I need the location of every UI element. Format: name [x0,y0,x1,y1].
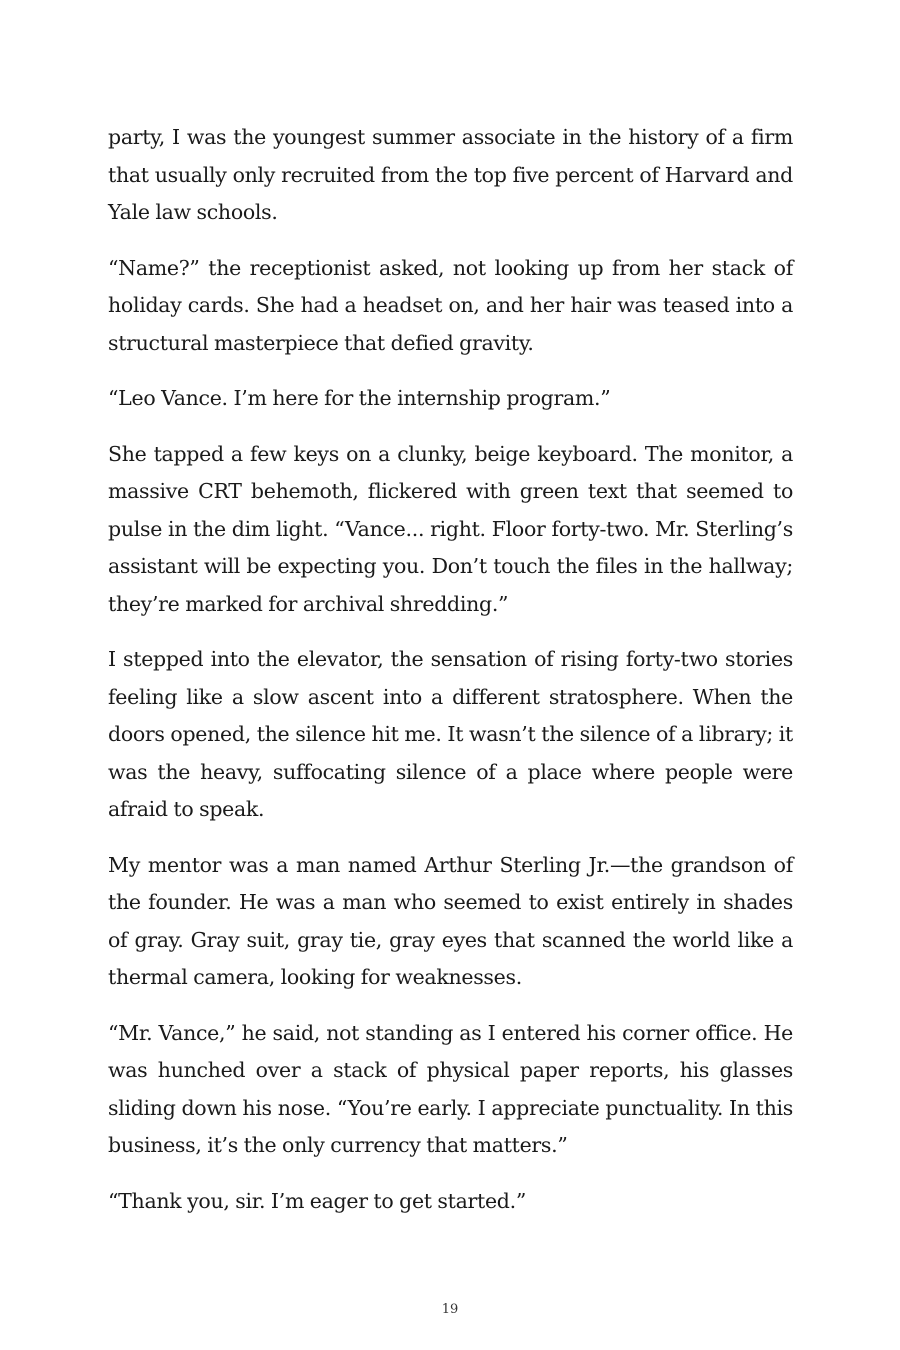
paragraph: “Thank you, sir. I’m eager to get started.” [108,1188,527,1213]
paragraph: party, I was the youngest summer associate in the history of a firm that usually only recruited from the top five percent of Harvard and Yale law schools. [108,125,793,224]
paragraph: She tapped a few keys on a clunky, beige keyboard. The monitor, a massive CRT behemoth, flickered with green text that seemed to pulse in the dim light. “Vance... right. Floor forty-two. Mr. Sterling’s assistant will be expecting you. Don’t touch the files in the hallway; they’re marked for archival shredding.” [108,441,793,616]
paragraph: “Name?” the receptionist asked, not looking up from her stack of holiday cards. She had a headset on, and her hair was teased into a structural masterpiece that defied gravity. [108,255,793,355]
paragraph: “Mr. Vance,” he said, not standing as I entered his corner office. He was hunched over a stack of physical paper reports, his glasses sliding down his nose. “You’re early. I appreciate punctuality. In this business, it’s the only currency that matters.” [108,1020,793,1157]
body-text [108,119,793,1238]
paragraph: I stepped into the elevator, the sensation of rising forty-two stories feeling like a slow ascent into a different stratosphere. When the doors opened, the silence hit me. It wasn’t the silence of a library; it was the heavy, suffocating silence of a place where people were afraid to speak. [108,647,793,821]
page-number: 19 [441,1302,459,1317]
paragraph: My mentor was a man named Arthur Sterling Jr.—the grandson of the founder. He was a man who seemed to exist entirely in shades of gray. Gray suit, gray tie, gray eyes that scanned the world like a thermal camera, looking for weaknesses. [108,852,793,989]
paragraph: “Leo Vance. I’m here for the internship program.” [108,386,611,410]
